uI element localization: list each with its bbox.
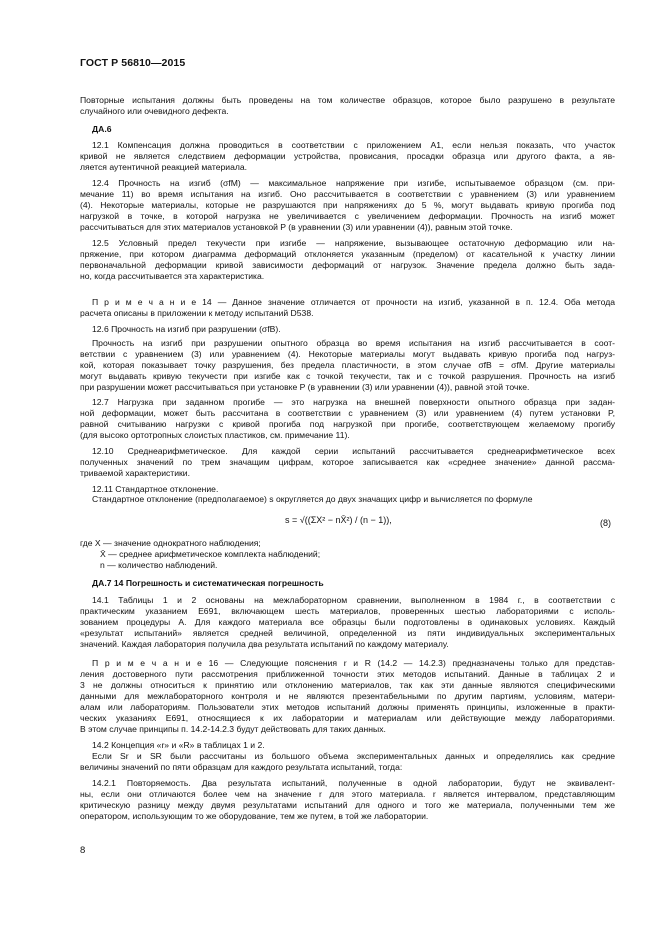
text-line: Стандартное отклонение (предполагаемое) s округляется до двух значащих цифр и вычисляется по формуле [92, 494, 533, 504]
text-line: ческих указаниях E691, относящиеся к их лаборатории и материалам или действующие между лабораториями. [80, 713, 615, 723]
text-line: кой, которая показывает точку разрушения, без предела пластичности, в этом случае σfB = σfM. Другие материалы [80, 360, 615, 370]
text-line: Прочность на изгиб при разрушении опытного образца во время испытания на изгиб рассчитывается в соот- [92, 338, 615, 348]
text-line: (для высоко ортотропных слоистых пластиков, см. примечание 11). [80, 430, 350, 440]
text-line: первоначальной деформации кривой зависимости деформаций от нагрузок. Значение предела должно быть задa- [80, 260, 615, 270]
text-line: данными для межлабораторного контроля и не являются презентабельными по другим партиям, условиям, матери- [80, 691, 615, 701]
text-line: случайного или очевидного дефекта. [80, 106, 229, 116]
text-line: n — количество наблюдений. [100, 560, 218, 570]
text-line: П р и м е ч а н и е 16 — Следующие пояснения r и R (14.2 — 14.2.3) предназначены только для представ- [92, 658, 615, 668]
text-line: нагрузкой в точке, в которой нагрузка не увеличивается с увеличением деформации. Прочность на изгиб может [80, 211, 615, 221]
text-line: при разрушении может рассчитываться при установке P (в уравнении (3) или уравнении (4)), равной этой точке. [80, 382, 530, 392]
text-line: зованием процедуры А. Для каждого материала все образцы были подготовлены в одинаковых условиях. Каждый [80, 617, 615, 627]
text-line: где X — значение однократного наблюдения; [80, 538, 261, 548]
page-number: 8 [80, 845, 86, 856]
text-line: 12.6 Прочность на изгиб при разрушении (σfB). [92, 324, 281, 334]
text-line: 12.11 Стандартное отклонение. [92, 484, 219, 494]
text-line: рассчитываться для этих материалов установкой P (в уравнении (3) или уравнении (4)), равным этой точке. [80, 222, 513, 232]
formula-number: (8) [600, 518, 611, 528]
text-line: мечание 11) во время испытания на изгиб. Оно рассчитывается в соответствии с уравнением (3) или уравнением [80, 189, 615, 199]
text-line: ны, если они отличаются более чем на значение r для этого материала. r является интервалом, представляющим [80, 789, 615, 799]
text-line: но, когда рассчитывается эта характеристика. [80, 271, 265, 281]
text-line: (4). Некоторые материалы, которые не разрушаются при напряжениях до 5 %, могут выдавать кривую прогиба под [80, 200, 615, 210]
text-line: 14.2 Концепция «r» и «R» в таблицах 1 и 2. [92, 740, 265, 750]
text-line: Повторные испытания должны быть проведены на том количестве образцов, которое было разрушено в результате [80, 95, 615, 105]
text-line: равной считыванию нагрузки с кривой прогиба под нагрузкой при прогибе, соответствующем желаемому прогибу [80, 419, 615, 429]
text-line: ветствии с уравнением (3) или уравнением (4). Некоторые материалы могут выдавать кривую прогиба под нагруз- [80, 349, 615, 359]
document-header: ГОСТ Р 56810—2015 [80, 57, 186, 69]
text-line: ДА.6 [92, 124, 112, 134]
text-line: величины значений по пяти образцам для каждого результата испытаний, тогда: [80, 762, 403, 772]
text-line: Если Sr и SR были рассчитаны из большого объема экспериментальных данных и определялись как средние [92, 751, 615, 761]
text-line: расчета описаны в приложении к методу испытаний D538. [80, 308, 314, 318]
text-line: ДА.7 14 Погрешность и систематическая погрешность [92, 578, 324, 588]
text-line: значений. Каждая лаборатория получила два результата испытаний по каждому материалу. [80, 639, 449, 649]
text-line: П р и м е ч а н и е 14 — Данное значение отличается от прочности на изгиб, указанной в п. 12.4. Оба метода [92, 297, 615, 307]
text-line: триваемой характеристики. [80, 468, 190, 478]
formula-standard-deviation: s = √((ΣX² − nX̄²) / (n − 1)), [285, 515, 392, 525]
text-line: кривой не является следствием деформации устройства, провисания, просадки образца или другого факта, а яв- [80, 151, 615, 161]
text-line: пряжение, при котором диаграмма деформаций отклоняется указанным (пределом) от касательной к участку линии [80, 249, 615, 259]
text-line: 12.4 Прочность на изгиб (σfM) — максимальное напряжение при изгибе, испытываемое образцом (см. при- [92, 178, 615, 188]
text-line: практическим указанием E691, включающем шесть материалов, проверенных шестью лабораториями с исполь- [80, 606, 615, 616]
text-line: 14.2.1 Повторяемость. Два результата испытаний, полученные в одной лаборатории, будут не эквивалент- [92, 778, 615, 788]
text-line: алам или лабораториям. Пользователи этих методов испытаний должны применять принципы, изложенные в практи- [80, 702, 615, 712]
text-line: ления достоверного пути рассмотрения приближенной точности этих методов испытаний. Данные в таблицах 2 и [80, 669, 615, 679]
text-line: полученных значений по трем значащим цифрам, которое записывается как «среднее значение» данной рассма- [80, 457, 615, 467]
text-line: оператором, использующим то же оборудование, тем же путем, в той же лаборатории. [80, 811, 429, 821]
text-line: «результат испытаний» является средней величиной, определенной из пяти индивидуальных экспериментальных [80, 628, 615, 638]
text-line: могут выдавать кривую текучести при изгибе как с точкой текучести, так и с точкой разрушения. Прочность на изгиб [80, 371, 615, 381]
text-line: 12.10 Среднеарифметическое. Для каждой серии испытаний рассчитывается среднеарифметическое всех [92, 446, 615, 456]
text-line: критическую разницу между двумя результатами испытаний для одного и того же материала, полученными тем же [80, 800, 615, 810]
text-line: ной деформации, может быть рассчитана в соответствии с уравнением (3) или уравнением (4) путем установки P, [80, 408, 615, 418]
text-line: 12.1 Компенсация должна проводиться в соответствии с приложением А1, если нельзя показать, что участок [92, 140, 615, 150]
text-line: 3 не должны относиться к принятию или отклонению материалов, так как эти данные являются специфическими [80, 680, 615, 690]
text-line: X̄ — среднее арифметическое комплекта наблюдений; [100, 549, 321, 559]
text-line: 12.5 Условный предел текучести при изгибе — напряжение, вызывающее остаточную деформацию или на- [92, 238, 615, 248]
text-line: 14.1 Таблицы 1 и 2 основаны на межлабораторном сравнении, выполненном в 1984 г., в соответствии с [92, 595, 615, 605]
text-line: 12.7 Нагрузка при заданном прогибе — это нагрузка на внешней поверхности опытного образца при задан- [92, 397, 615, 407]
text-line: ляется аутентичной реакцией материала. [80, 162, 248, 172]
text-line: В этом случае принципы п. 14.2-14.2.3 будут действовать для таких данных. [80, 724, 386, 734]
